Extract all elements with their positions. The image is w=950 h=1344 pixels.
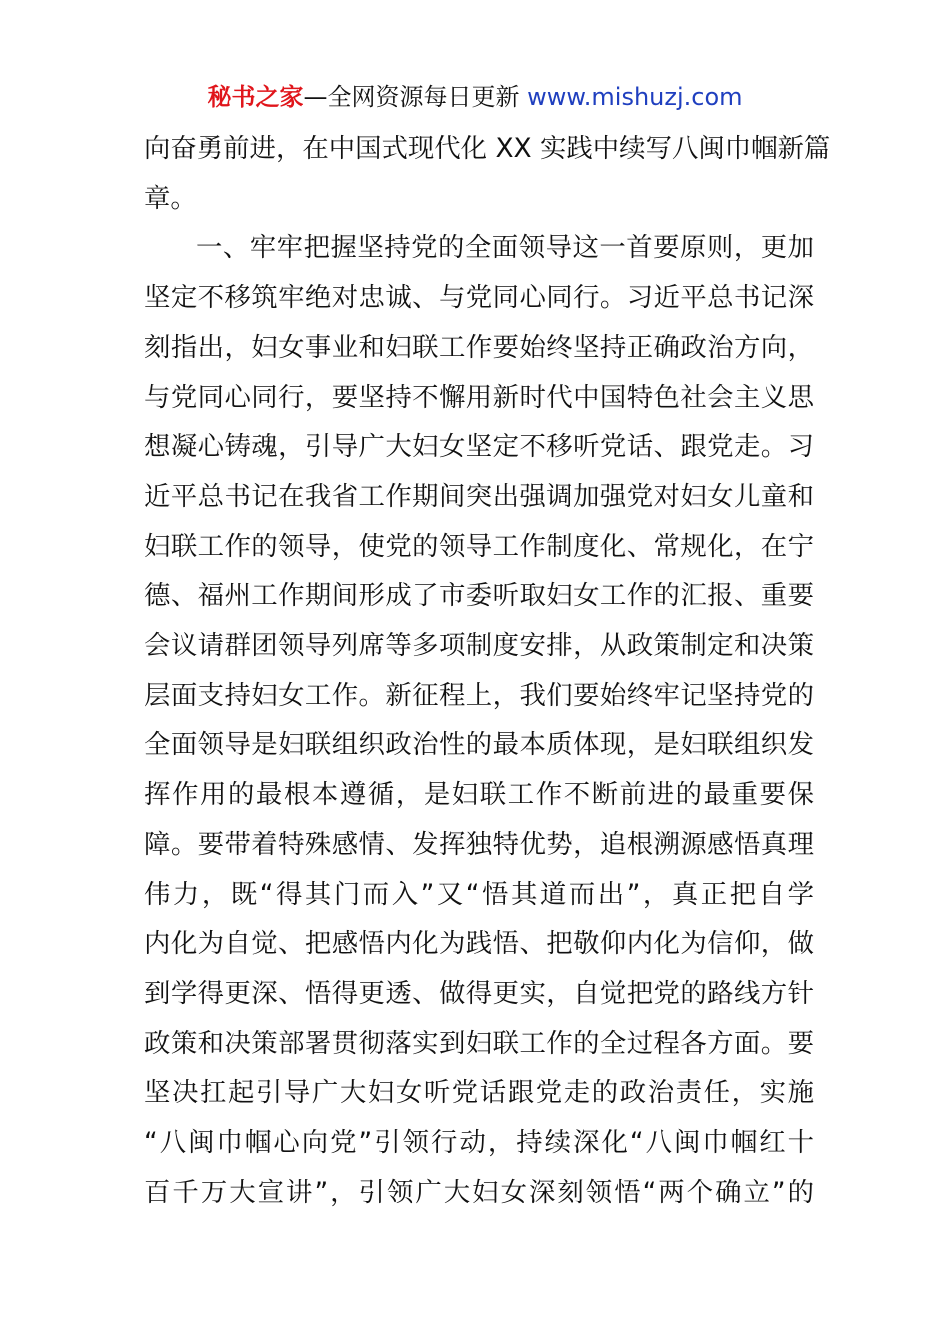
paragraph-section-one <box>144 223 814 1217</box>
paragraph-continuation <box>144 124 831 223</box>
text-line: 近平总书记在我省工作期间突出强调加强党对妇女儿童和 <box>144 480 814 512</box>
site-tagline: —全网资源每日更新 <box>303 83 528 111</box>
site-url-link[interactable]: www.mishuzj.com <box>527 83 743 111</box>
text-line: 妇联工作的领导，使党的领导工作制度化、常规化，在宁 <box>144 530 814 562</box>
text-line: 到学得更深、悟得更透、做得更实，自觉把党的路线方针 <box>144 977 814 1009</box>
text-line: 层面支持妇女工作。新征程上，我们要始终牢记坚持党的 <box>144 679 814 711</box>
text-line: 向奋勇前进，在中国式现代化 XX 实践中续写八闽巾帼新篇 <box>144 133 831 164</box>
site-brand: 秘书之家 <box>207 83 304 111</box>
text-line: 全面领导是妇联组织政治性的最本质体现，是妇联组织发 <box>144 729 814 761</box>
document-body <box>144 124 831 1217</box>
text-line: 章。 <box>144 182 197 214</box>
text-line: 挥作用的最根本遵循，是妇联工作不断前进的最重要保 <box>144 779 814 811</box>
text-line: 内化为自觉、把感悟内化为践悟、把敬仰内化为信仰，做 <box>144 928 814 960</box>
text-line: 与党同心同行，要坚持不懈用新时代中国特色社会主义思 <box>144 381 814 413</box>
text-line: 百千万大宣讲”，引领广大妇女深刻领悟“两个确立”的 <box>144 1176 814 1208</box>
section-heading-line: 一、牢牢把握坚持党的全面领导这一首要原则，更加 <box>196 232 814 264</box>
site-header <box>0 80 950 114</box>
text-line: 会议请群团领导列席等多项制度安排，从政策制定和决策 <box>144 630 814 662</box>
text-line: 伟力，既“得其门而入”又“悟其道而出”，真正把自学 <box>144 878 814 910</box>
text-line: 坚定不移筑牢绝对忠诚、与党同心同行。习近平总书记深 <box>144 282 814 314</box>
text-line: 刻指出，妇女事业和妇联工作要始终坚持正确政治方向， <box>144 331 814 363</box>
text-line: 想凝心铸魂，引导广大妇女坚定不移听党话、跟党走。习 <box>144 431 814 463</box>
text-line: 政策和决策部署贯彻落实到妇联工作的全过程各方面。要 <box>144 1027 814 1059</box>
text-line: 坚决扛起引导广大妇女听党话跟党走的政治责任，实施 <box>144 1077 814 1109</box>
text-line: 德、福州工作期间形成了市委听取妇女工作的汇报、重要 <box>144 580 814 612</box>
text-line: “八闽巾帼心向党”引领行动，持续深化“八闽巾帼红十 <box>144 1127 814 1159</box>
text-line: 障。要带着特殊感情、发挥独特优势，追根溯源感悟真理 <box>144 828 814 860</box>
